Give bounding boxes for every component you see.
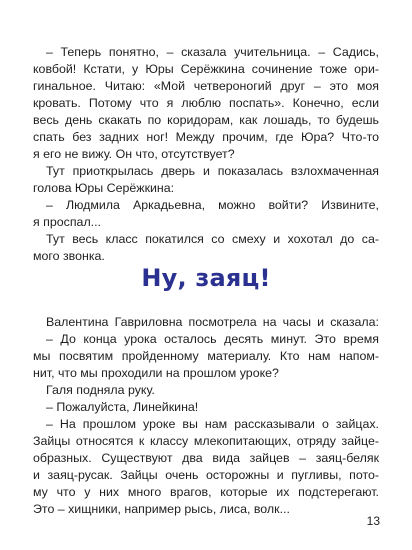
text-line: – До конца урока осталось десять минут. Это время <box>46 332 379 346</box>
text-line: Это – хищники, например рысь, лиса, волк... <box>33 502 290 516</box>
text-line: Тут приоткрылась дверь и показалась взлохмаченная <box>46 164 379 178</box>
text-line: Зайцы относятся к классу млекопитающих, отряду зайце- <box>33 434 379 448</box>
text-line: ковбой! Кстати, у Юры Серёжкина сочинение тоже ори- <box>33 62 379 76</box>
page-number: 13 <box>366 514 380 528</box>
text-line: му что у них много врагов, которые их подстерегают. <box>33 485 379 499</box>
text-line: гинальное. Читаю: «Мой четвероногий друг – это моя <box>33 79 379 93</box>
text-line: Валентина Гавриловна посмотрела на часы и сказала: <box>46 315 379 329</box>
text-line: – На прошлом уроке вы нам рассказывали о зайцах. <box>46 417 379 431</box>
text-line: я его не вижу. Он что, отсутствует? <box>33 147 235 161</box>
text-line: образных. Существуют два вида зайцев – заяц-беляк <box>33 451 379 465</box>
chapter-heading: Ну, заяц! <box>141 264 271 292</box>
text-line: весь день скакать по коридорам, как лошадь, то будешь <box>33 113 379 127</box>
text-line: я проспал... <box>33 215 101 229</box>
text-line: мы посвятим пройденному материалу. Кто нам напом- <box>33 349 379 363</box>
text-line: спать без задних ног! Между прочим, где Юра? Что-то <box>33 130 379 144</box>
text-line: нит, что мы проходили на прошлом уроке? <box>33 366 279 380</box>
text-line: Галя подняла руку. <box>46 383 155 397</box>
text-line: мого звонка. <box>33 249 105 263</box>
text-line: голова Юры Серёжкина: <box>33 181 175 195</box>
text-line: – Пожалуйста, Линейкина! <box>46 400 199 414</box>
text-line: – Теперь понятно, – сказала учительница. – Садись, <box>46 45 379 59</box>
text-line: и заяц-русак. Зайцы очень осторожны и пугливы, пото- <box>33 468 379 482</box>
text-line: Тут весь класс покатился со смеху и хохотал до са- <box>46 232 379 246</box>
text-line: кровать. Потому что я люблю поспать». Конечно, если <box>33 96 379 110</box>
text-line: – Людмила Аркадьевна, можно войти? Извините, <box>46 198 379 212</box>
